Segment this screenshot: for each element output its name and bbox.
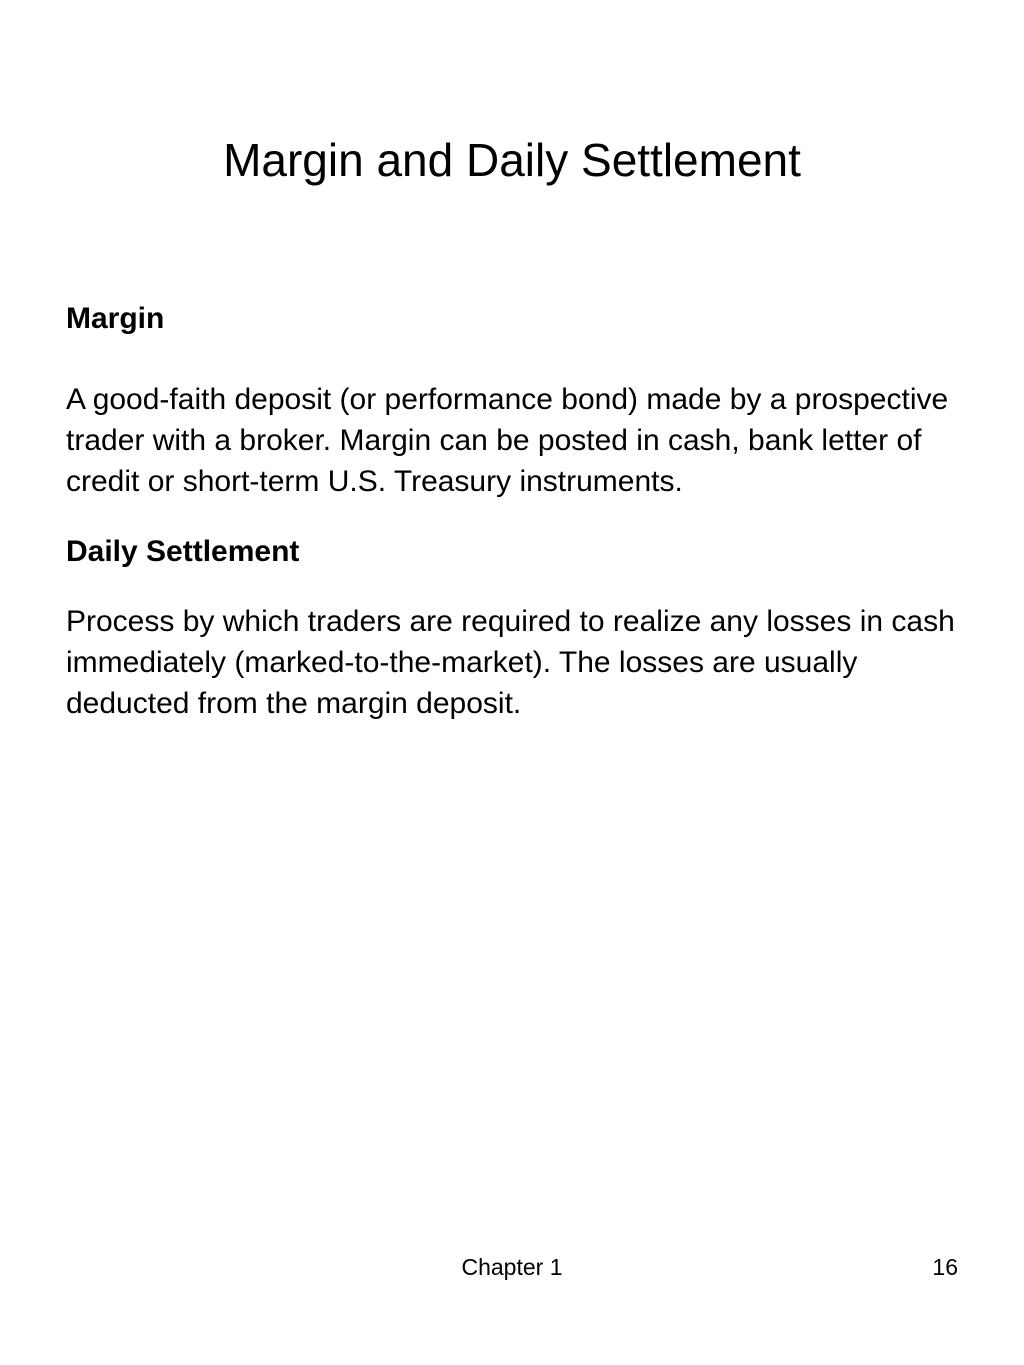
section-body-margin: A good-faith deposit (or performance bond) made by a prospective trader with a broker. Margin can be posted in cash, bank letter of credit or short-term U.S. Treasury instruments.: [66, 383, 949, 498]
spacer: [66, 502, 986, 531]
footer-page-number: 16: [932, 1254, 958, 1280]
section-body-daily-settlement: Process by which traders are required to realize any losses in cash immediately (marked-to-the-market). The losses are usually deducted from the margin deposit.: [66, 605, 955, 720]
spacer: [66, 572, 986, 601]
slide-content: [66, 298, 986, 724]
section-heading-daily-settlement: Daily Settlement: [66, 535, 300, 568]
section-heading-margin: Margin: [66, 302, 165, 335]
footer-chapter: Chapter 1: [461, 1254, 563, 1280]
slide-title: Margin and Daily Settlement: [223, 134, 801, 186]
spacer: [66, 339, 986, 379]
